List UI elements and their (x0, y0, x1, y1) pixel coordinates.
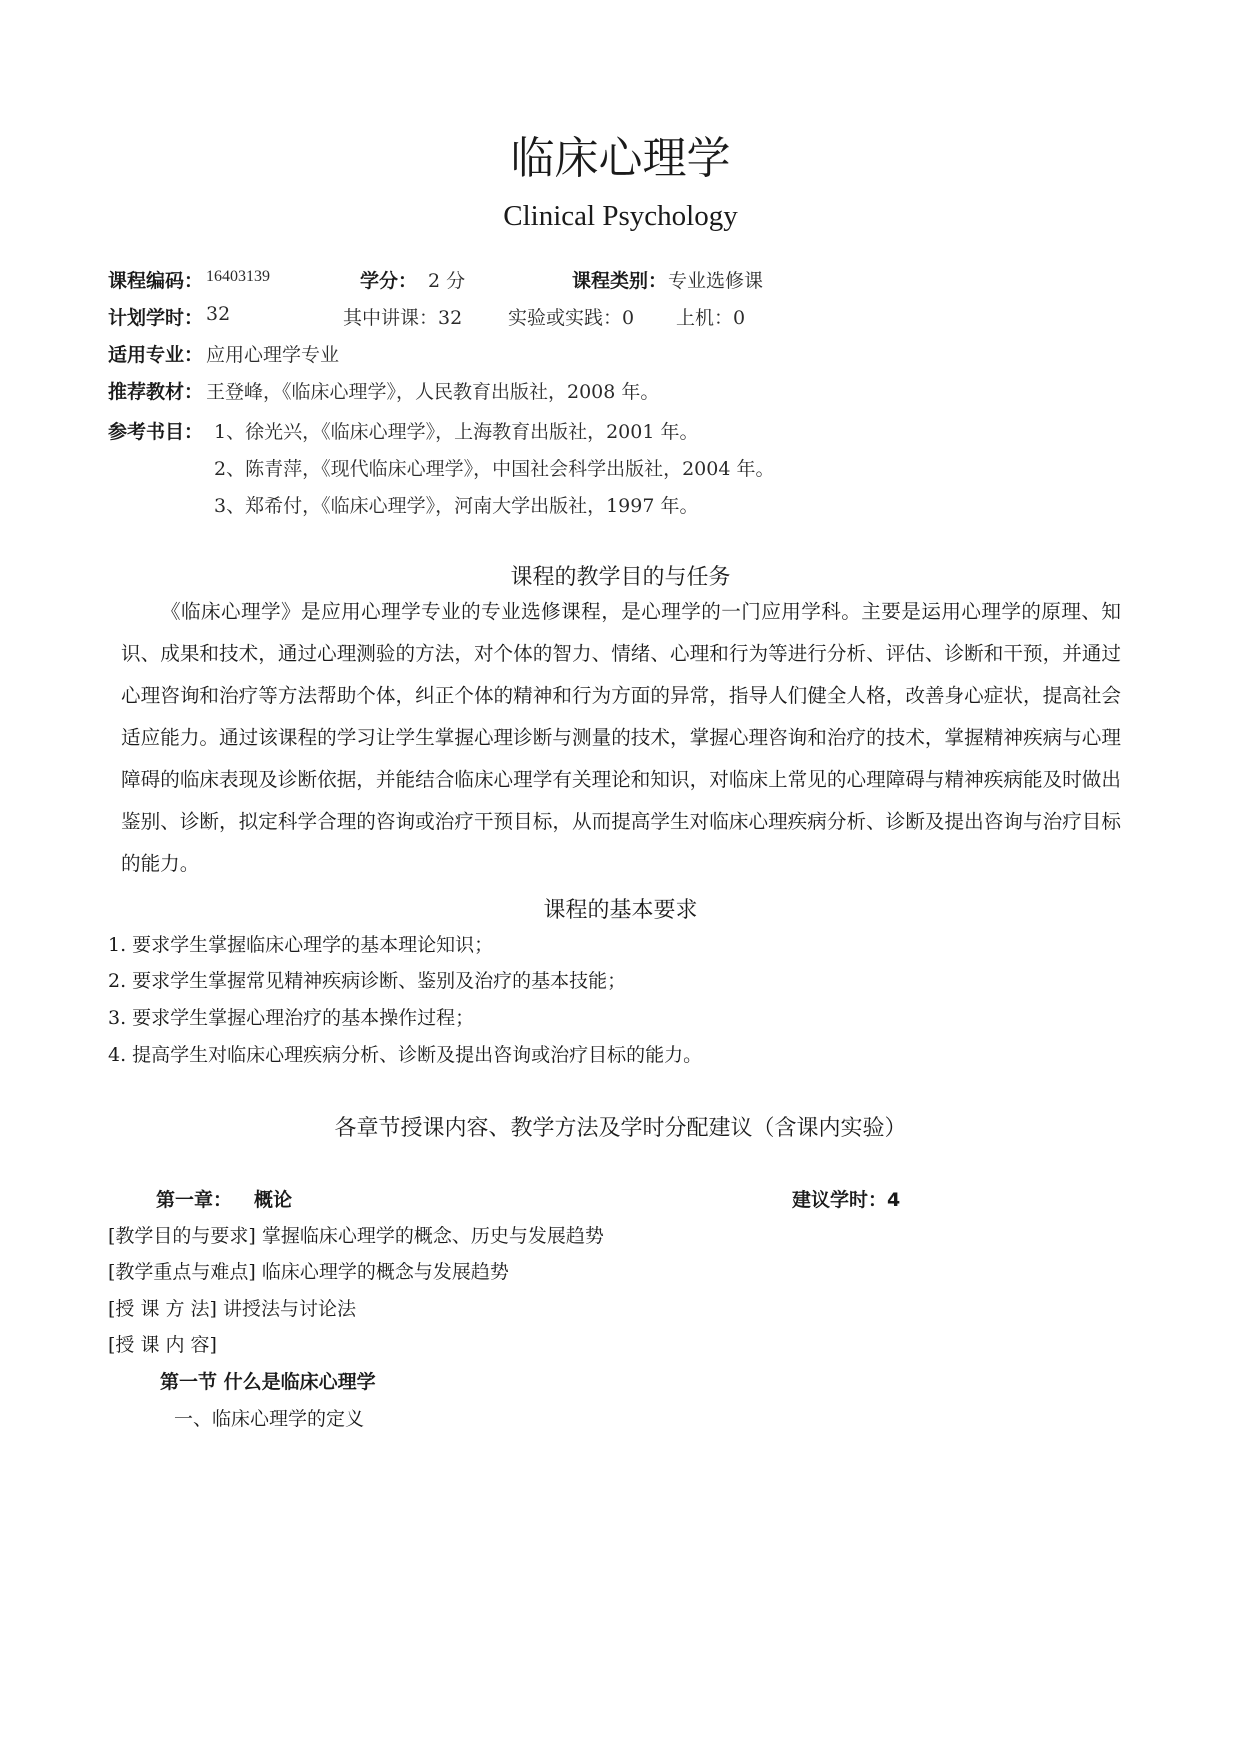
requirement-item: 3. 要求学生掌握心理治疗的基本操作过程； (108, 1007, 475, 1029)
hours-label: 计划学时： (108, 307, 204, 329)
textbook-label: 推荐教材： (108, 381, 204, 403)
credit-value: 2 分 (428, 270, 466, 292)
chapter-hours: 建议学时：4 (792, 1189, 901, 1211)
category-label: 课程类别： (572, 270, 668, 292)
chapters-heading: 各章节授课内容、教学方法及学时分配建议（含课内实验） (334, 1116, 907, 1141)
hours-value: 32 (206, 303, 231, 325)
textbook-value: 王登峰，《临床心理学》，人民教育出版社，2008 年。 (206, 381, 660, 403)
objectives-heading: 课程的教学目的与任务 (510, 565, 731, 590)
experiment-hours: 实验或实践：0 (508, 307, 635, 329)
reference-item: 1、徐光兴，《临床心理学》，上海教育出版社，2001 年。 (214, 421, 699, 443)
requirements-heading: 课程的基本要求 (543, 898, 698, 923)
chapter-goal: [教学目的与要求] 掌握临床心理学的概念、历史与发展趋势 (108, 1225, 604, 1247)
reference-item: 2、陈青萍，《现代临床心理学》，中国社会科学出版社，2004 年。 (214, 458, 775, 480)
course-code-label: 课程编码： (108, 270, 204, 292)
lecture-hours: 其中讲课：32 (343, 307, 463, 329)
requirement-item: 1. 要求学生掌握临床心理学的基本理论知识； (108, 934, 494, 956)
chapter-method: [授 课 方 法] 讲授法与讨论法 (108, 1298, 356, 1320)
section-item: 一、临床心理学的定义 (174, 1408, 365, 1430)
chapter-label: 第一章： (156, 1189, 233, 1211)
major-value: 应用心理学专业 (206, 344, 340, 366)
reference-item: 3、郑希付，《临床心理学》，河南大学出版社，1997 年。 (214, 495, 699, 517)
course-code-value: 16403139 (206, 268, 270, 285)
chapter-key-points: [教学重点与难点] 临床心理学的概念与发展趋势 (108, 1261, 509, 1283)
section-title: 第一节 什么是临床心理学 (160, 1371, 376, 1393)
page-title: 临床心理学 (510, 133, 731, 184)
computer-hours: 上机：0 (676, 307, 746, 329)
credit-label: 学分： (360, 270, 418, 292)
references-label: 参考书目： (108, 421, 204, 443)
chapter-name: 概论 (254, 1189, 293, 1211)
requirement-item: 2. 要求学生掌握常见精神疾病诊断、鉴别及治疗的基本技能； (108, 970, 627, 992)
page-subtitle: Clinical Psychology (503, 200, 738, 232)
major-label: 适用专业： (108, 344, 204, 366)
requirement-item: 4. 提高学生对临床心理疾病分析、诊断及提出咨询或治疗目标的能力。 (108, 1044, 703, 1066)
objectives-paragraph: 《临床心理学》是应用心理学专业的专业选修课程，是心理学的一门应用学科。主要是运用心理学的原理、知识、成果和技术，通过心理测验的方法，对个体的智力、情绪、心理和行为等进行分析、评估、诊断和干预，并通过心理咨询和治疗等方法帮助个体，纠正个体的精神和行为方面的异常，指导人们健全人格，改善身心症状，提高社会适应能力。通过该课程的学习让学生掌握心理诊断与测量的技术，掌握心理咨询和治疗的技术，掌握精神疾病与心理障碍的临床表现及诊断依据，并能结合临床心理学有关理论和知识，对临床上常见的心理障碍与精神疾病能及时做出鉴别、诊断，拟定科学合理的咨询或治疗干预目标，从而提高学生对临床心理疾病分析、诊断及提出咨询与治疗目标的能力。 (121, 600, 1121, 875)
chapter-content-label: [授 课 内 容] (108, 1334, 217, 1356)
category-value: 专业选修课 (668, 270, 764, 292)
